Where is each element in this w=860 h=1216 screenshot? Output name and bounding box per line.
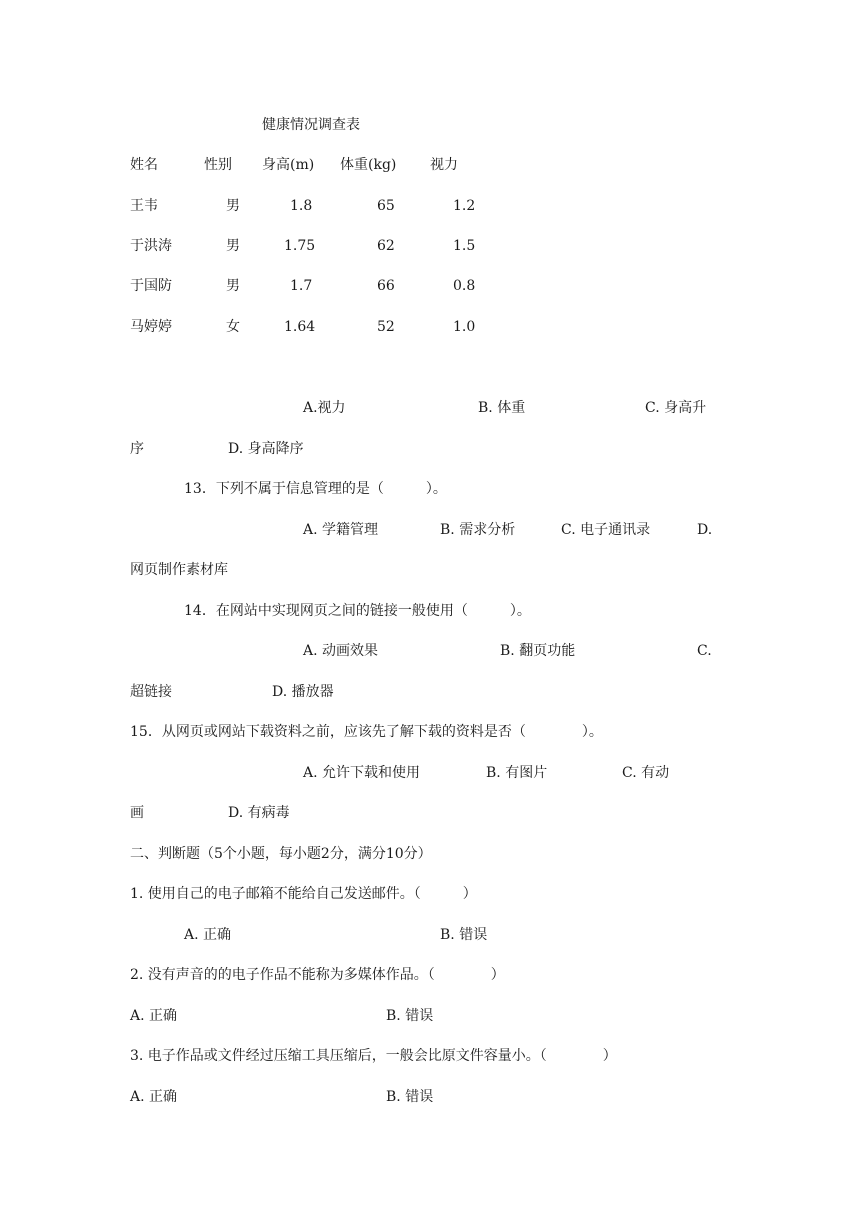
option-d: D.	[697, 522, 713, 538]
option-c: C. 身高升	[645, 400, 707, 416]
table-header-name: 姓名	[130, 157, 158, 173]
option-b: B. 错误	[386, 1008, 434, 1024]
cell-weight: 66	[377, 278, 395, 294]
option-a: A. 正确	[130, 1008, 178, 1024]
table-header-gender: 性别	[204, 157, 232, 173]
option-c: C. 有动	[622, 765, 670, 781]
question-stem: 14．在网站中实现网页之间的链接一般使用（ ）。	[184, 603, 531, 619]
option-c-wrap: 画	[130, 805, 144, 821]
question-stem: 1. 使用自己的电子邮箱不能给自己发送邮件。（ ）	[130, 886, 477, 902]
cell-gender: 男	[226, 198, 240, 214]
cell-weight: 65	[377, 198, 395, 214]
cell-height: 1.8	[290, 198, 313, 214]
option-b: B. 需求分析	[440, 522, 516, 538]
table-header-weight: 体重(kg)	[340, 157, 397, 173]
option-c-wrap: 超链接	[130, 684, 172, 700]
option-d-wrap: 网页制作素材库	[130, 562, 228, 578]
cell-gender: 男	[226, 238, 240, 254]
cell-weight: 52	[377, 319, 395, 335]
option-a: A. 允许下载和使用	[303, 765, 421, 781]
cell-name: 于国防	[130, 278, 172, 294]
cell-weight: 62	[377, 238, 395, 254]
option-a: A.视力	[303, 400, 346, 416]
option-a: A. 动画效果	[303, 643, 379, 659]
option-b: B. 错误	[386, 1089, 434, 1105]
option-b: B. 有图片	[486, 765, 548, 781]
option-d: D. 身高降序	[228, 441, 304, 457]
cell-name: 马婷婷	[130, 319, 172, 335]
section-heading: 二、判断题（5个小题，每小题2分，满分10分）	[130, 846, 432, 862]
option-b: B. 体重	[478, 400, 526, 416]
question-stem: 2. 没有声音的的电子作品不能称为多媒体作品。（ ）	[130, 967, 505, 983]
table-header-vision: 视力	[430, 157, 458, 173]
option-d: D. 有病毒	[228, 805, 290, 821]
cell-name: 王韦	[130, 198, 158, 214]
question-stem: 13．下列不属于信息管理的是（ ）。	[184, 481, 447, 497]
table-header-height: 身高(m)	[262, 157, 315, 173]
option-b: B. 错误	[440, 927, 488, 943]
option-c: C.	[697, 643, 712, 659]
cell-height: 1.75	[284, 238, 316, 254]
cell-height: 1.7	[290, 278, 313, 294]
option-d: D. 播放器	[272, 684, 334, 700]
option-b: B. 翻页功能	[500, 643, 576, 659]
table-title: 健康情况调查表	[262, 117, 360, 133]
option-a: A. 学籍管理	[303, 522, 379, 538]
cell-gender: 女	[226, 319, 240, 335]
question-stem: 15．从网页或网站下载资料之前，应该先了解下载的资料是否（ ）。	[130, 724, 603, 740]
cell-vision: 0.8	[453, 278, 476, 294]
cell-vision: 1.5	[453, 238, 476, 254]
option-a: A. 正确	[184, 927, 232, 943]
option-c: C. 电子通讯录	[561, 522, 651, 538]
cell-gender: 男	[226, 278, 240, 294]
option-a: A. 正确	[130, 1089, 178, 1105]
cell-vision: 1.0	[453, 319, 476, 335]
question-stem: 3. 电子作品或文件经过压缩工具压缩后，一般会比原文件容量小。（ ）	[130, 1048, 617, 1064]
option-c-wrap: 序	[130, 441, 144, 457]
cell-height: 1.64	[284, 319, 316, 335]
cell-vision: 1.2	[453, 198, 476, 214]
cell-name: 于洪涛	[130, 238, 172, 254]
